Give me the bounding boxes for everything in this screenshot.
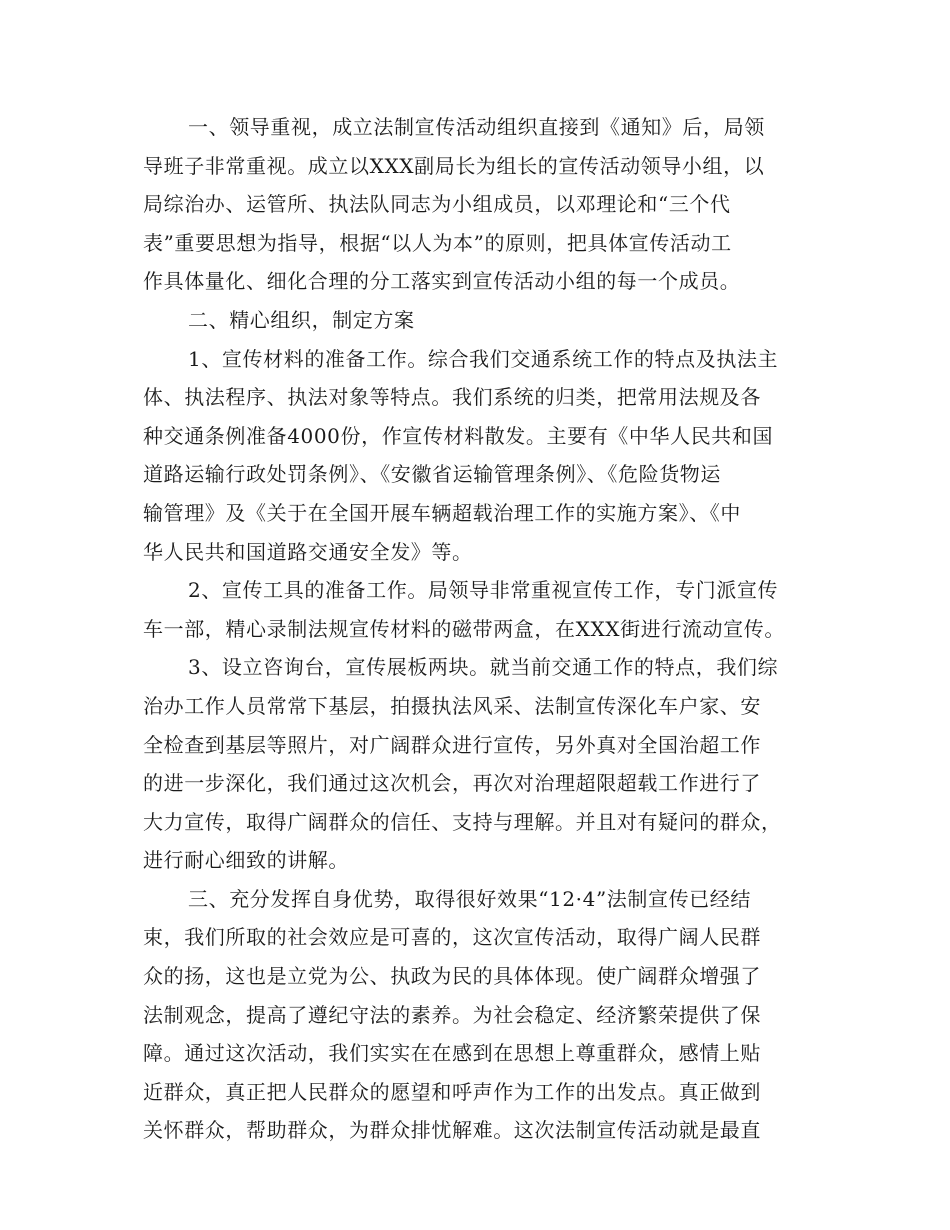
text-line: 三、充分发挥自身优势，取得很好效果“12·4”法制宣传已经结 bbox=[188, 886, 751, 911]
text-line: 体、执法程序、执法对象等特点。我们系统的归类，把常用法规及各 bbox=[143, 385, 761, 410]
paragraph-tools bbox=[143, 571, 813, 648]
text-line: 华人民共和国道路交通安全发》等。 bbox=[143, 539, 473, 564]
section-heading: 二、精心组织，制定方案 bbox=[188, 307, 415, 332]
text-line: 关怀群众，帮助群众，为群众排忧解难。这次法制宣传活动就是最直 bbox=[143, 1118, 761, 1143]
text-line: 的进一步深化，我们通过这次机会，再次对治理超限超载工作进行了 bbox=[143, 771, 761, 796]
text-line: 道路运输行政处罚条例》、《安徽省运输管理条例》、《危险货物运 bbox=[143, 462, 721, 487]
text-line: 法制观念，提高了遵纪守法的素养。为社会稳定、经济繁荣提供了保 bbox=[143, 1002, 761, 1027]
text-line: 局综治办、运管所、执法队同志为小组成员，以邓理论和“三个代 bbox=[143, 192, 731, 217]
document-body bbox=[143, 108, 813, 1150]
text-line: 3、设立咨询台，宣传展板两块。就当前交通工作的特点，我们综 bbox=[188, 655, 779, 680]
text-line: 近群众，真正把人民群众的愿望和呼声作为工作的出发点。真正做到 bbox=[143, 1079, 761, 1104]
text-line: 众的扬，这也是立党为公、执政为民的具体体现。使广阔群众增强了 bbox=[143, 964, 761, 989]
paragraph-advantages bbox=[143, 880, 813, 1150]
text-line: 车一部，精心录制法规宣传材料的磁带两盒，在XXX街进行流动宣传。 bbox=[143, 616, 785, 641]
text-line: 障。通过这次活动，我们实实在在感到在思想上尊重群众，感情上贴 bbox=[143, 1041, 761, 1066]
text-line: 全检查到基层等照片，对广阔群众进行宣传，另外真对全国治超工作 bbox=[143, 732, 761, 757]
text-line: 导班子非常重视。成立以XXX副局长为组长的宣传活动领导小组，以 bbox=[143, 153, 765, 178]
paragraph-consult-desk bbox=[143, 648, 813, 880]
text-line: 1、宣传材料的准备工作。综合我们交通系统工作的特点及执法主 bbox=[188, 346, 779, 371]
text-line: 表”重要思想为指导，根据“以人为本”的原则，把具体宣传活动工 bbox=[143, 230, 732, 255]
text-line: 大力宣传，取得广阔群众的信任、支持与理解。并且对有疑问的群众， bbox=[143, 809, 782, 834]
text-line: 进行耐心细致的讲解。 bbox=[143, 848, 349, 873]
text-line: 种交通条例准备4000份，作宣传材料散发。主要有《中华人民共和国 bbox=[143, 423, 774, 448]
text-line: 作具体量化、细化合理的分工落实到宣传活动小组的每一个成员。 bbox=[143, 269, 741, 294]
text-line: 2、宣传工具的准备工作。局领导非常重视宣传工作，专门派宣传 bbox=[188, 578, 779, 603]
text-line: 治办工作人员常常下基层，拍摄执法风采、法制宣传深化车户家、安 bbox=[143, 693, 761, 718]
paragraph-organize-heading bbox=[143, 301, 813, 340]
text-line: 一、领导重视，成立法制宣传活动组织直接到《通知》后，局领 bbox=[188, 115, 765, 139]
text-line: 输管理》及《关于在全国开展车辆超载治理工作的实施方案》、《中 bbox=[143, 500, 741, 525]
paragraph-materials bbox=[143, 340, 813, 572]
paragraph-leadership bbox=[143, 108, 813, 301]
text-line: 束，我们所取的社会效应是可喜的，这次宣传活动，取得广阔人民群 bbox=[143, 925, 761, 950]
